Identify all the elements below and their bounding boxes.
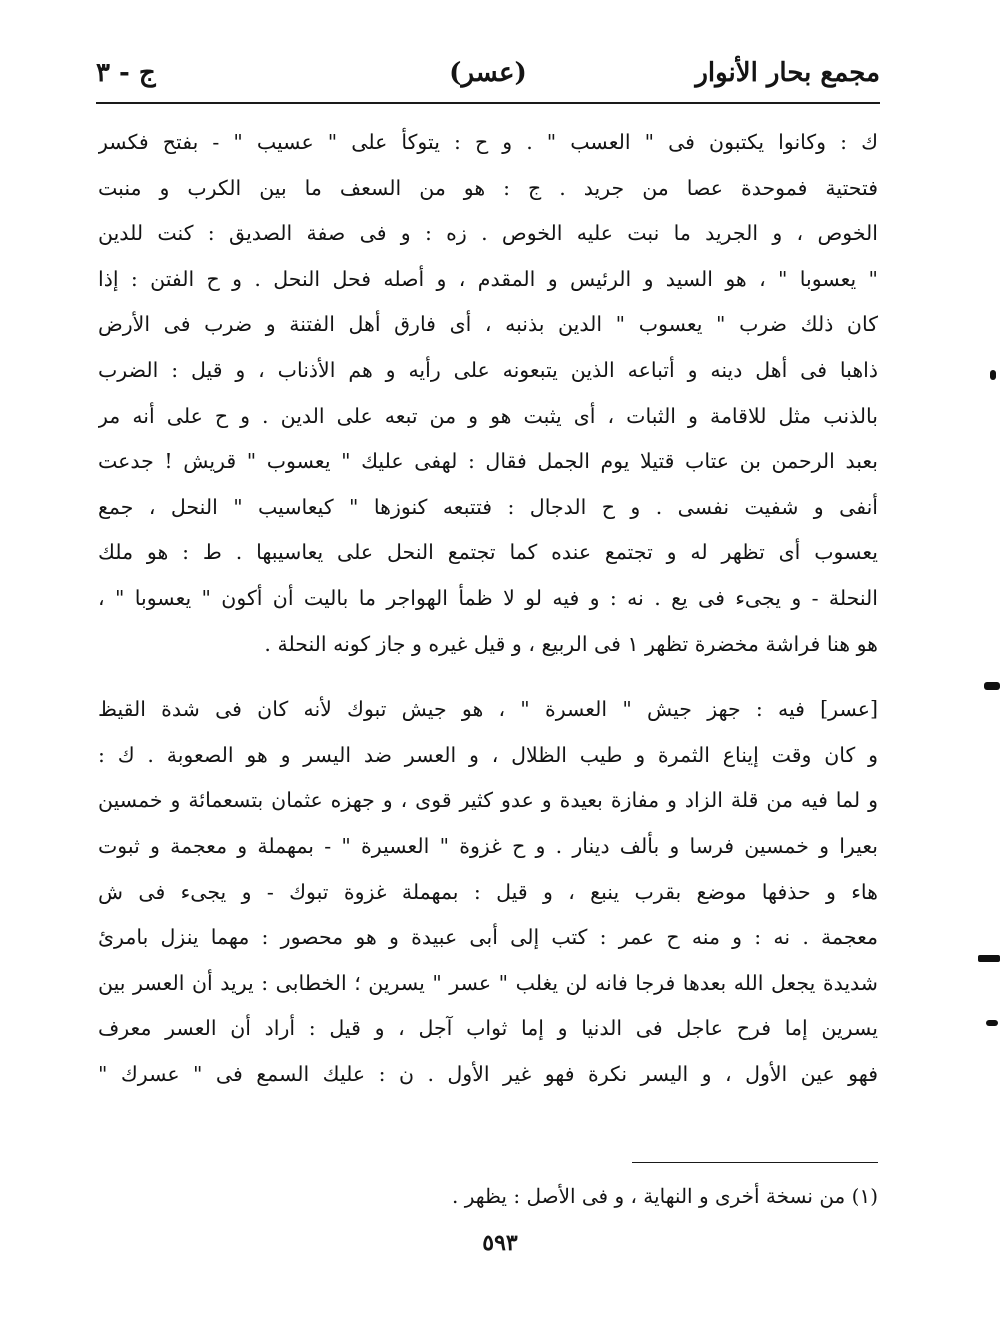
text-line: يعسوب أى تظهر له و تجتمع عنده كما تجتمع النحل على يعاسيبها . ط : هو ملك [98,540,878,565]
entry-word-heading: (عسر) [449,58,527,88]
text-line: ذاهبا فى أهل دينه و أتباعه الذين يتبعونه على رأيه و هم الأذناب ، و قيل : الضرب [98,357,878,382]
entry-separator [98,667,878,687]
text-line: و كان وقت إيناع الثمرة و طيب الظلال ، و العسر ضد اليسر و هو الصعوبة . ك : [98,742,878,767]
text-line: بعيرا و خمسين فرسا و بألف دينار . و ح غزوة " العسيرة " - بمهملة و معجمة و ثبوت [98,833,878,858]
main-text [98,120,878,1097]
volume-number: ج - ٣ [96,58,156,88]
text-line: معجمة . نه : و منه ح عمر : كتب إلى أبى عبيدة و هو محصور : مهما ينزل بامرئ [98,925,878,950]
text-line: النحلة - و يجىء فى يع . نه : و فيه لو لا ظمأ الهواجر ما باليت أن أكون " يعسوبا " ، [98,585,878,610]
text-line: [عسر] فيه : جهز جيش " العسرة " ، هو جيش تبوك لأنه كان فى شدة القيظ [98,697,878,722]
footnote: (١) من نسخة أخرى و النهاية ، و فى الأصل : يظهر . [452,1184,878,1208]
text-line: بالذنب مثل للاقامة و الثبات ، أى يثبت هو و من تبعه على الدين . و ح على أنه مر [98,403,878,428]
footnote-rule [632,1162,878,1163]
text-line: أنفى و شفيت نفسى . و ح الدجال : فتتبعه كنوزها " كيعاسيب " النحل ، جمع [98,494,878,519]
text-line: بعبد الرحمن بن عتاب قتيلا يوم الجمل فقال : لهفى عليك " يعسوب " قريش ! جدعت [98,449,878,474]
text-line: هاء و حذفها موضع بقرب ينبع ، و قيل : بمهملة غزوة تبوك - و يجىء فى ش [98,879,878,904]
page-number: ٥٩٣ [482,1230,518,1256]
text-line: يسرين إما فرح عاجل فى الدنيا و إما ثواب آجل ، و قيل : أراد أن العسر معرف [98,1016,878,1041]
text-line: كان ذلك ضرب " يعسوب " الدين بذنبه ، أى فارق أهل الفتنة و ضرب فى الأرض [98,312,878,337]
text-line: فهو عين الأول ، و اليسر نكرة فهو غير الأول . ن : عليك السمع فى " عسرك " [98,1061,878,1086]
text-line: الخوص ، و الجريد ما نبت عليه الخوص . زه : و فى صفة الصديق : كنت للدين [98,221,878,246]
text-line: ك : وكانوا يكتبون فى " العسب " . و ح : يتوكأ على " عسيب " - بفتح فكسر [98,130,878,154]
scan-speck [978,955,1000,962]
scan-speck [984,682,1000,690]
text-line: و لما فيه من قلة الزاد و مفازة بعيدة و عدو كثير قوى ، و جهزه عثمان بتسعمائة و خمسين [98,788,878,813]
scan-speck [986,1020,998,1026]
book-title: مجمع بحار الأنوار [695,58,880,88]
text-line: " يعسوبا " ، هو السيد و الرئيس و المقدم ، و أصله فحل النحل . و ح الفتن : إذا [98,266,878,291]
text-line: شديدة يجعل الله بعدها فرجا فانه لن يغلب " عسر " يسرين ؛ الخطابى : يريد أن العسر بين [98,970,878,995]
scan-speck [990,370,996,380]
running-header [96,52,880,100]
header-rule [96,102,880,104]
text-line: هو هنا فراشة مخضرة تظهر ١ فى الربيع ، و قيل غيره و جاز كونه النحلة . [264,631,878,656]
text-line: فتحتية فموحدة عصا من جريد . ج : هو من السعف ما بين الكرب و منبت [98,175,878,200]
